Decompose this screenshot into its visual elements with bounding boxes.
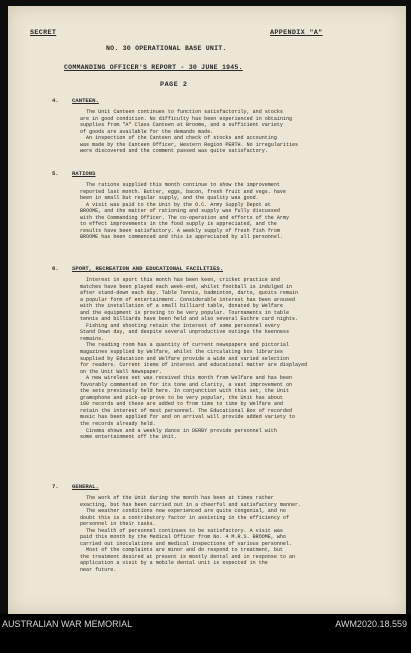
text-line: An inspection of the Canteen and check of stocks and accounting <box>80 135 277 142</box>
section-title: SPORT, RECREATION AND EDUCATIONAL FACILITIES. <box>72 265 224 272</box>
text-line: A new wireless set was received this month from Welfare and has been <box>80 375 293 382</box>
section-number: 5. <box>52 170 59 177</box>
text-line: near future. <box>80 567 117 574</box>
section-general <box>52 483 392 574</box>
text-line: the records already held. <box>80 421 156 428</box>
archive-reference: AWM2020.18.559 <box>335 619 407 629</box>
text-line: for readers. Current items of interest and educational matter are displayed <box>80 362 308 369</box>
text-line: results have been satisfactory. A weekly supply of fresh fish from <box>80 227 280 234</box>
section-title: CANTEEN. <box>72 97 99 104</box>
text-line: doubt this is a contributory factor in assisting in the efficiency of <box>80 514 289 521</box>
text-line: after stand-down each day. Table Tennis, badminton, darts, quoits remain <box>80 290 299 297</box>
text-line: Most of the complaints are minor and do respond to treatment, but <box>80 547 283 554</box>
text-line: of goods are available for the demands made. <box>80 128 214 135</box>
text-line: a popular form of entertainment. Considerable interest has been aroused <box>80 296 296 303</box>
text-line: Stand Down day, and despite several unproductive outings the keenness <box>80 329 289 336</box>
text-line: application a visit by a mobile dental unit is expected in the <box>80 560 268 567</box>
text-line: the treatment desired at present is mostly dental and in response to an <box>80 553 296 560</box>
text-line: paid this month by the Medical Officer from No. 4 M.R.S. BROOME, who <box>80 534 286 541</box>
text-line: reported last month. Butter, eggs, bacon, fresh fruit and vegs. have <box>80 188 286 195</box>
archive-footer <box>0 614 411 653</box>
text-line: some entertainment off the Unit. <box>80 434 177 441</box>
text-line: matches have been played each week-end, whilst football is indulged in <box>80 283 293 290</box>
text-line: retain the interest of most personnel. The Educational Box of recorded <box>80 407 293 414</box>
text-line: Cinema shows and a weekly dance in DERBY provide personnel with <box>80 427 277 434</box>
section-sport-recreation <box>52 265 392 441</box>
text-line: with the installation of a small billiard table, donated by Welfare <box>80 303 283 310</box>
section-rations <box>52 170 392 241</box>
section-number: 4. <box>52 97 59 104</box>
text-line: favorably commented on for its tone and clarity, a vast improvement on <box>80 381 293 388</box>
section-canteen <box>52 97 392 155</box>
section-title: RATIONS <box>72 170 96 177</box>
text-line: on the Unit Wall Newspaper. <box>80 368 162 375</box>
text-line: been in small but regular supply, and the quality was good. <box>80 195 259 202</box>
text-line: A visit was paid to the Unit by the O.C. Army Supply Depot at <box>80 201 271 208</box>
text-line: The weather conditions now experienced are quite congenial, and no <box>80 508 286 515</box>
text-line: supplies from "A" Class Canteen at Broome, and a sufficient variety <box>80 122 283 129</box>
text-line: remains. <box>80 335 105 342</box>
text-line: exacting, but has been carried out in a cheerful and satisfactory manner. <box>80 501 302 508</box>
text-line: 100 records and these are added to from time to time by Welfare and <box>80 401 283 408</box>
text-line: The Unit Canteen continues to function satisfactorily, and stocks <box>80 109 283 115</box>
text-line: Interest in sport this month has been keen, cricket practice and <box>80 277 280 283</box>
text-line: The work of the Unit during the month has been at times rather <box>80 495 274 501</box>
text-line: magazines supplied by Welfare, whilst the circulating box libraries <box>80 349 283 356</box>
text-line: personnel in their tasks. <box>80 521 156 528</box>
text-line: are in good condition. No difficulty has been experienced in obtaining <box>80 115 293 122</box>
text-line: the sets previously held here. In conjunction with this set, the Unit <box>80 388 289 395</box>
text-line: and the equipment is proving to be very popular. Tournaments in table <box>80 309 289 316</box>
classification-label: SECRET <box>30 29 57 37</box>
appendix-label: APPENDIX "A" <box>270 29 323 37</box>
text-line: Fishing and shooting retain the interest of some personnel every <box>80 322 280 329</box>
text-line: tennis and billiards have been held and also several Euchre card nights. <box>80 316 299 323</box>
section-body <box>80 277 392 441</box>
archive-source: AUSTRALIAN WAR MEMORIAL <box>2 619 133 629</box>
section-body <box>80 495 392 574</box>
text-line: The health of personnel continues to be satisfactory. A visit was <box>80 527 283 534</box>
text-line: The rations supplied this month continue to show the improvement <box>80 182 280 188</box>
document-page <box>8 6 406 614</box>
text-line: The reading room has a quantity of current newspapers and pictorial <box>80 342 289 349</box>
page-number: PAGE 2 <box>160 81 188 89</box>
text-line: gramophone and pick-up prove to be very popular, the Unit has about <box>80 394 283 401</box>
text-line: BROOME has been commenced and this is appreciated by all personnel. <box>80 234 283 241</box>
text-line: carried out inoculations and medical inspections of various personnel. <box>80 540 293 547</box>
report-title: COMMANDING OFFICER'S REPORT - 30 JUNE 1945. <box>64 64 243 71</box>
text-line: was made by the Canteen Officer, Western Region PERTH. No irregularities <box>80 141 299 148</box>
section-title: GENERAL. <box>72 483 99 490</box>
text-line: with the Commanding Officer. The co-operation and efforts of the Army <box>80 214 289 221</box>
text-line: music has been applied for and on arrival will provide added variety to <box>80 414 296 421</box>
section-body <box>80 109 392 155</box>
section-body <box>80 182 392 241</box>
text-line: were discovered and the comment passed was quite satisfactory. <box>80 148 268 155</box>
text-line: supplied by Education and Welfare provide a wide and varied selection <box>80 355 289 362</box>
section-number: 6. <box>52 265 59 272</box>
text-line: to effect improvements in the food supply is appreciated, and the <box>80 221 277 228</box>
text-line: BROOME, and the matter of rationing and supply was fully discussed <box>80 208 280 215</box>
unit-name: NO. 30 OPERATIONAL BASE UNIT. <box>106 45 227 52</box>
section-number: 7. <box>52 483 59 490</box>
